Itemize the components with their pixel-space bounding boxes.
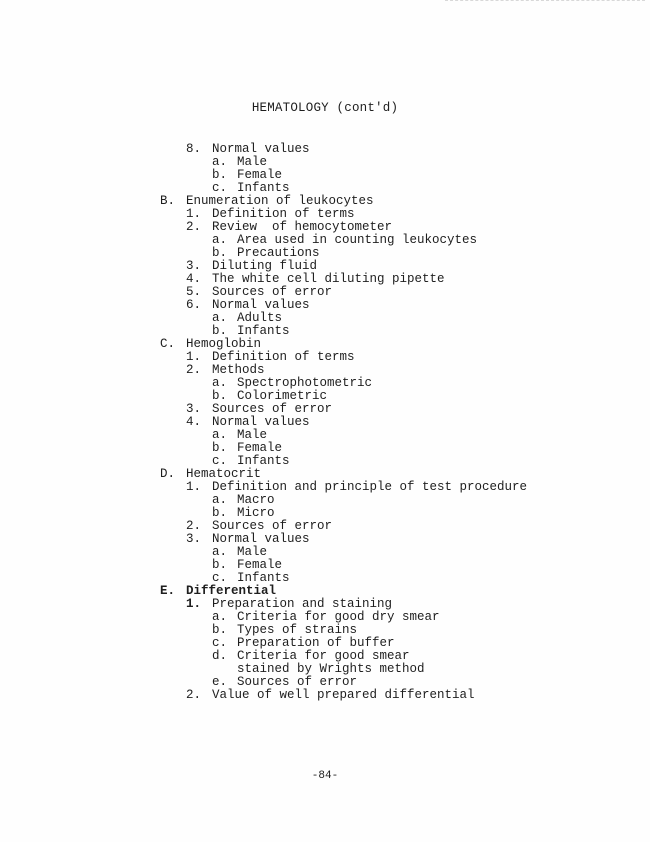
- outline-marker: a.: [212, 428, 228, 442]
- outline-item-text: Sources of error: [212, 285, 333, 299]
- outline-marker: b.: [212, 324, 228, 338]
- outline-marker: e.: [212, 675, 228, 689]
- outline-item-text: Adults: [237, 311, 283, 325]
- outline-marker: a.: [212, 233, 228, 247]
- outline-marker: D.: [160, 467, 176, 481]
- outline-item-text: Preparation of buffer: [237, 636, 395, 650]
- outline-item-text: Normal values: [212, 415, 310, 429]
- scan-artifact: [445, 0, 645, 3]
- outline-marker: a.: [212, 155, 228, 169]
- outline-item-text: Definition of terms: [212, 207, 355, 221]
- outline-item-text: stained by Wrights method: [237, 662, 425, 676]
- outline-marker: 5.: [186, 285, 202, 299]
- outline-item-text: Infants: [237, 324, 290, 338]
- outline-marker: 3.: [186, 402, 202, 416]
- outline-marker: c.: [212, 571, 228, 585]
- outline-item-text: Normal values: [212, 142, 310, 156]
- outline-marker: 3.: [186, 532, 202, 546]
- outline-item-text: Normal values: [212, 532, 310, 546]
- outline-marker: 1.: [186, 480, 202, 494]
- outline-marker: 8.: [186, 142, 202, 156]
- outline-marker: a.: [212, 610, 228, 624]
- outline-marker: b.: [212, 441, 228, 455]
- outline-marker: 1.: [186, 597, 202, 611]
- outline-item-text: Value of well prepared differential: [212, 688, 475, 702]
- outline-item-text: Infants: [237, 571, 290, 585]
- outline-item-text: Differential: [186, 584, 277, 598]
- outline-item-text: Female: [237, 168, 283, 182]
- outline-item-text: Hemoglobin: [186, 337, 262, 351]
- page-title: HEMATOLOGY (cont'd): [251, 101, 399, 115]
- outline-item-text: Criteria for good smear: [237, 649, 410, 663]
- outline-marker: 2.: [186, 519, 202, 533]
- outline-item-text: Infants: [237, 454, 290, 468]
- outline-item-text: Infants: [237, 181, 290, 195]
- outline-marker: b.: [212, 246, 228, 260]
- outline-marker: a.: [212, 311, 228, 325]
- outline-item-text: Sources of error: [212, 402, 333, 416]
- outline-marker: 4.: [186, 415, 202, 429]
- outline-item-text: Spectrophotometric: [237, 376, 373, 390]
- outline-marker: b.: [212, 623, 228, 637]
- outline-marker: 2.: [186, 220, 202, 234]
- outline-item-text: Definition and principle of test procedure: [212, 480, 528, 494]
- outline-item-text: Micro: [237, 506, 275, 520]
- outline-item-text: Preparation and staining: [212, 597, 393, 611]
- outline-item-text: Male: [237, 428, 268, 442]
- outline-marker: 2.: [186, 363, 202, 377]
- outline-marker: c.: [212, 454, 228, 468]
- outline-marker: a.: [212, 376, 228, 390]
- outline-item-text: Male: [237, 545, 268, 559]
- outline-marker: b.: [212, 168, 228, 182]
- outline-marker: B.: [160, 194, 176, 208]
- outline-item-text: The white cell diluting pipette: [212, 272, 445, 286]
- outline-item-text: Diluting fluid: [212, 259, 318, 273]
- outline-item-text: Methods: [212, 363, 265, 377]
- outline-item-text: Colorimetric: [237, 389, 328, 403]
- outline-item-text: Types of strains: [237, 623, 358, 637]
- outline-item-text: Precautions: [237, 246, 320, 260]
- page-number: -84-: [311, 770, 339, 782]
- outline-item-text: Female: [237, 441, 283, 455]
- outline-marker: a.: [212, 545, 228, 559]
- outline-marker: C.: [160, 337, 176, 351]
- outline-item-text: Macro: [237, 493, 275, 507]
- outline-marker: c.: [212, 636, 228, 650]
- outline-marker: b.: [212, 506, 228, 520]
- outline-marker: 1.: [186, 207, 202, 221]
- outline-marker: 6.: [186, 298, 202, 312]
- outline-item-text: Criteria for good dry smear: [237, 610, 440, 624]
- outline-marker: b.: [212, 389, 228, 403]
- outline-item-text: Review of hemocytometer: [212, 220, 393, 234]
- outline-item-text: Sources of error: [212, 519, 333, 533]
- outline-marker: 3.: [186, 259, 202, 273]
- outline-marker: E.: [160, 584, 176, 598]
- outline-item-text: Enumeration of leukocytes: [186, 194, 374, 208]
- outline-item-text: Area used in counting leukocytes: [237, 233, 478, 247]
- outline-marker: 4.: [186, 272, 202, 286]
- outline-item-text: Hematocrit: [186, 467, 262, 481]
- outline-item-text: Male: [237, 155, 268, 169]
- outline-marker: 1.: [186, 350, 202, 364]
- outline-marker: a.: [212, 493, 228, 507]
- outline-marker: 2.: [186, 688, 202, 702]
- outline-marker: b.: [212, 558, 228, 572]
- outline-item-text: Female: [237, 558, 283, 572]
- outline-marker: c.: [212, 181, 228, 195]
- outline-item-text: Sources of error: [237, 675, 358, 689]
- outline-item-text: Definition of terms: [212, 350, 355, 364]
- outline-item-text: Normal values: [212, 298, 310, 312]
- outline-marker: d.: [212, 649, 228, 663]
